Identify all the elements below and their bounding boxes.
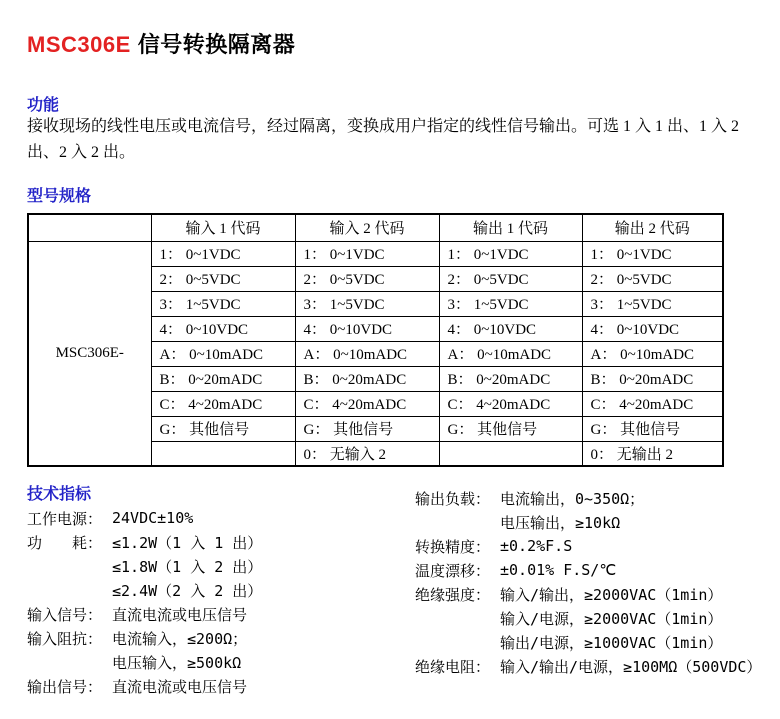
spec-value: 电压输入，≥500kΩ — [112, 653, 242, 672]
spec-line — [415, 654, 762, 678]
spec-line — [27, 650, 412, 674]
spec-label: 工作电源： — [27, 509, 103, 528]
table-cell: 4： 0~10VDC — [295, 316, 439, 341]
tech-right-lines — [415, 486, 762, 678]
table-cell: G： 其他信号 — [439, 416, 582, 441]
model-spec-heading: 型号规格 — [27, 188, 92, 205]
spec-value: 输入/输出，≥2000VAC（1min） — [500, 585, 723, 604]
tech-specs-right-column — [415, 486, 762, 678]
spec-value: ≤1.2W（1 入 1 出） — [112, 533, 263, 552]
section-function — [27, 97, 755, 166]
table-cell: 3： 1~5VDC — [582, 291, 723, 316]
table-cell: C： 4~20mADC — [295, 391, 439, 416]
spec-line — [415, 582, 755, 606]
spec-value: 24VDC±10% — [112, 509, 194, 527]
spec-label: 绝缘电阻： — [415, 657, 491, 676]
spec-label: 输出信号： — [27, 677, 103, 696]
spec-value: ≤2.4W（2 入 2 出） — [112, 581, 263, 600]
table-cell: 1： 0~1VDC — [295, 241, 439, 266]
spec-label: 温度漂移： — [415, 561, 491, 580]
table-cell: G： 其他信号 — [295, 416, 439, 441]
spec-label: 输入阻抗： — [27, 629, 103, 648]
table-cell: B： 0~20mADC — [582, 366, 723, 391]
table-cell: 2： 0~5VDC — [295, 266, 439, 291]
spec-value: 直流电流或电压信号 — [112, 605, 248, 624]
spec-value: 电流输入，≤200Ω； — [112, 629, 248, 648]
spec-value: ±0.2%F.S — [500, 537, 573, 555]
spec-value: ≤1.8W（1 入 2 出） — [112, 557, 263, 576]
table-cell: 2： 0~5VDC — [582, 266, 723, 291]
table-cell: B： 0~20mADC — [295, 366, 439, 391]
spec-line — [27, 554, 412, 578]
spec-label: 绝缘强度： — [415, 585, 491, 604]
table-cell: A： 0~10mADC — [151, 341, 295, 366]
spec-value: ±0.01% F.S/℃ — [500, 561, 617, 579]
spec-value: 电流输出，0~350Ω； — [500, 489, 645, 508]
table-cell: C： 4~20mADC — [439, 391, 582, 416]
spec-line — [27, 530, 412, 554]
spec-line — [27, 626, 412, 650]
spec-line — [27, 602, 412, 626]
spec-value: 电压输出，≥10kΩ — [500, 513, 621, 532]
table-cell: 0： 无输出 2 — [582, 441, 723, 466]
function-heading: 功能 — [27, 97, 60, 114]
table-cell — [439, 441, 582, 466]
spec-line — [415, 630, 755, 654]
tech-specs-left-column — [27, 486, 412, 698]
table-cell: 2： 0~5VDC — [439, 266, 582, 291]
table-cell: 1： 0~1VDC — [439, 241, 582, 266]
table-cell — [151, 441, 295, 466]
table-cell: C： 4~20mADC — [151, 391, 295, 416]
spec-line — [415, 534, 755, 558]
spec-label: 输入信号： — [27, 605, 103, 624]
table-cell: G： 其他信号 — [582, 416, 723, 441]
page-title — [27, 33, 755, 57]
table-cell: 4： 0~10VDC — [582, 316, 723, 341]
spec-line — [27, 674, 412, 698]
spec-value: 输入/输出/电源，≥100MΩ（500VDC） — [500, 657, 762, 676]
row-header-model: MSC306E- — [28, 241, 151, 466]
table-cell: 1： 0~1VDC — [582, 241, 723, 266]
table-cell: 4： 0~10VDC — [151, 316, 295, 341]
table-cell: A： 0~10mADC — [439, 341, 582, 366]
table-cell: 3： 1~5VDC — [439, 291, 582, 316]
spec-line — [27, 506, 412, 530]
spec-value: 输入/电源，≥2000VAC（1min） — [500, 609, 723, 628]
section-model-spec — [27, 188, 755, 467]
spec-label: 转换精度： — [415, 537, 491, 556]
table-cell: B： 0~20mADC — [151, 366, 295, 391]
column-header-output1: 输出 1 代码 — [439, 214, 582, 241]
column-header-output2: 输出 2 代码 — [582, 214, 723, 241]
spec-label: 功 耗： — [27, 533, 103, 552]
column-header-input2: 输入 2 代码 — [295, 214, 439, 241]
spec-line — [415, 606, 755, 630]
table-header-row — [28, 214, 723, 241]
table-cell: A： 0~10mADC — [582, 341, 723, 366]
spec-line — [27, 578, 412, 602]
spec-line — [415, 558, 755, 582]
spec-value: 直流电流或电压信号 — [112, 677, 248, 696]
spec-value: 输出/电源，≥1000VAC（1min） — [500, 633, 723, 652]
product-model: MSC306E — [27, 32, 131, 57]
spec-label: 输出负载： — [415, 489, 491, 508]
spec-line — [415, 486, 755, 510]
table-cell: 1： 0~1VDC — [151, 241, 295, 266]
table-cell: B： 0~20mADC — [439, 366, 582, 391]
table-row — [28, 241, 723, 266]
spec-line — [415, 510, 755, 534]
table-cell: 3： 1~5VDC — [295, 291, 439, 316]
table-cell: 3： 1~5VDC — [151, 291, 295, 316]
table-cell: A： 0~10mADC — [295, 341, 439, 366]
tech-specs-heading: 技术指标 — [27, 486, 92, 503]
table-body — [28, 241, 723, 466]
function-body-text: 接收现场的线性电压或电流信号，经过隔离，变换成用户指定的线性信号输出。可选 1 入 1 出、1 入 2 出、2 入 2 出。 — [27, 118, 740, 161]
table-cell: 4： 0~10VDC — [439, 316, 582, 341]
model-code-table — [27, 213, 724, 467]
table-cell: 2： 0~5VDC — [151, 266, 295, 291]
table-cell: 0： 无输入 2 — [295, 441, 439, 466]
product-title-cn: 信号转换隔离器 — [137, 32, 296, 57]
table-cell: G： 其他信号 — [151, 416, 295, 441]
column-header-input1: 输入 1 代码 — [151, 214, 295, 241]
tech-left-lines — [27, 506, 412, 698]
table-cell: C： 4~20mADC — [582, 391, 723, 416]
section-tech-specs — [27, 486, 762, 698]
table-corner-cell — [28, 214, 151, 241]
